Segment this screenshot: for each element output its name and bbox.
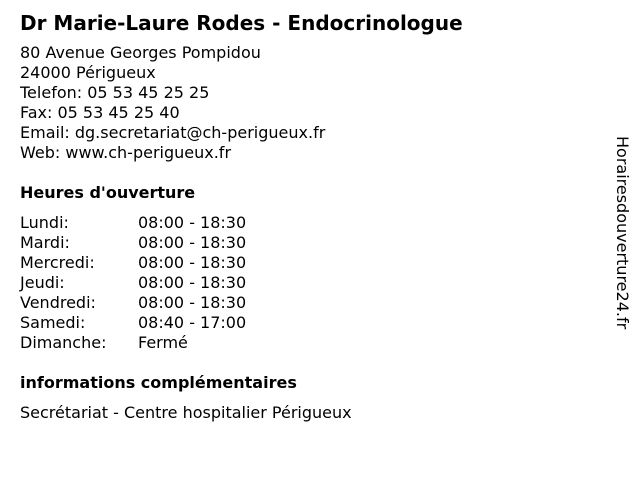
hours-value: 08:00 - 18:30 [138, 253, 247, 272]
address-street: 80 Avenue Georges Pompidou [20, 43, 261, 62]
day-label: Mardi: [20, 233, 70, 252]
day-label: Vendredi: [20, 293, 96, 312]
day-label: Jeudi: [20, 273, 65, 292]
fax-number: Fax: 05 53 45 25 40 [20, 103, 180, 122]
page-title: Dr Marie-Laure Rodes - Endocrinologue [20, 11, 463, 35]
additional-info-text: Secrétariat - Centre hospitalier Périgueux [20, 403, 352, 422]
contact-block [20, 43, 325, 163]
phone-number: Telefon: 05 53 45 25 25 [20, 83, 210, 102]
hours-value: 08:40 - 17:00 [138, 313, 247, 332]
additional-info-heading: informations complémentaires [20, 373, 297, 392]
email-address: Email: dg.secretariat@ch-perigueux.fr [20, 123, 326, 142]
day-label: Lundi: [20, 213, 69, 232]
hours-value: 08:00 - 18:30 [138, 293, 247, 312]
site-watermark: Horairesdouverture24.fr [613, 136, 632, 330]
day-label: Samedi: [20, 313, 86, 332]
hours-value: 08:00 - 18:30 [138, 213, 247, 232]
website-address: Web: www.ch-perigueux.fr [20, 143, 232, 162]
day-label: Dimanche: [20, 333, 107, 352]
hours-value: 08:00 - 18:30 [138, 273, 247, 292]
hours-value: Fermé [138, 333, 188, 352]
hours-value: 08:00 - 18:30 [138, 233, 247, 252]
day-label: Mercredi: [20, 253, 95, 272]
address-city: 24000 Périgueux [20, 63, 156, 82]
opening-hours-heading: Heures d'ouverture [20, 183, 196, 202]
